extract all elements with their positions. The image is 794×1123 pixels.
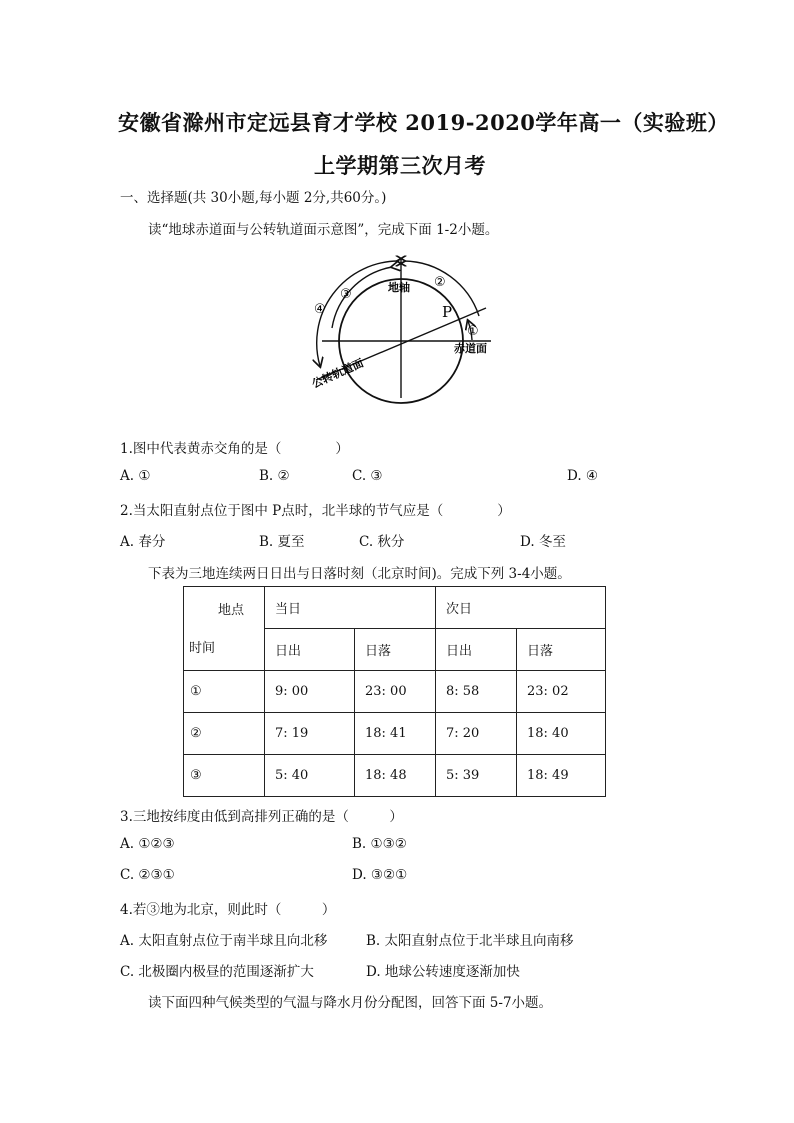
table-row	[184, 755, 606, 797]
table-cell: 5: 39	[436, 755, 517, 797]
table-row	[184, 671, 606, 713]
q3-option-c[interactable]: C. ②③①	[120, 867, 175, 883]
question-3-stem: 3.三地按纬度由低到高排列正确的是（ ）	[120, 809, 403, 825]
corner-place-label: 地点	[218, 603, 245, 618]
earth-orbit-diagram	[296, 248, 506, 408]
question-1-stem: 1.图中代表黄赤交角的是（ ）	[120, 441, 349, 457]
q1-option-d[interactable]: D. ④	[567, 468, 599, 484]
header-day1: 当日	[265, 587, 436, 629]
table-cell: 18: 41	[355, 713, 436, 755]
equator-label: 赤道面	[454, 342, 487, 355]
sunrise-sunset-table	[183, 586, 606, 797]
q4-option-a[interactable]: A. 太阳直射点位于南半球且向北移	[120, 933, 328, 949]
row-place: ③	[184, 755, 265, 797]
q3-option-b[interactable]: B. ①③②	[352, 836, 407, 852]
table-cell: 23: 00	[355, 671, 436, 713]
subheader-cell: 日落	[355, 629, 436, 671]
q1-option-a[interactable]: A. ①	[120, 468, 151, 484]
table-cell: 9: 00	[265, 671, 355, 713]
q4-option-b[interactable]: B. 太阳直射点位于北半球且向南移	[366, 933, 574, 949]
q1-option-c[interactable]: C. ③	[352, 468, 383, 484]
table-cell: 18: 49	[517, 755, 606, 797]
table-cell: 7: 20	[436, 713, 517, 755]
table-row	[184, 713, 606, 755]
q2-option-d[interactable]: D. 冬至	[520, 534, 566, 550]
table-cell: 5: 40	[265, 755, 355, 797]
mark-3: ③	[340, 287, 352, 302]
table-corner-cell	[184, 587, 265, 671]
q2-option-c[interactable]: C. 秋分	[359, 534, 405, 550]
q2-option-a[interactable]: A. 春分	[120, 534, 166, 550]
intro-q1-2: 读“地球赤道面与公转轨道面示意图”，完成下面 1-2小题。	[148, 222, 499, 238]
subheader-cell: 日出	[436, 629, 517, 671]
question-2-stem: 2.当太阳直射点位于图中 P点时，北半球的节气应是（ ）	[120, 503, 511, 519]
orbit-label: 公转轨道面	[309, 356, 366, 391]
intro-q5-7: 读下面四种气候类型的气温与降水月份分配图，回答下面 5-7小题。	[148, 995, 553, 1011]
table-cell: 23: 02	[517, 671, 606, 713]
q4-option-d[interactable]: D. 地球公转速度逐渐加快	[366, 964, 520, 980]
mark-2: ②	[434, 275, 446, 290]
q1-option-b[interactable]: B. ②	[259, 468, 290, 484]
mark-4: ④	[314, 302, 326, 317]
row-place: ②	[184, 713, 265, 755]
subheader-cell: 日出	[265, 629, 355, 671]
corner-time-label: 时间	[189, 641, 216, 656]
axis-label: 地轴	[388, 281, 410, 294]
header-day2: 次日	[436, 587, 606, 629]
q3-option-d[interactable]: D. ③②①	[352, 867, 408, 883]
q3-option-a[interactable]: A. ①②③	[120, 836, 175, 852]
q4-option-c[interactable]: C. 北极圈内极昼的范围逐渐扩大	[120, 964, 314, 980]
intro-q3-4: 下表为三地连续两日日出与日落时刻（北京时间)。完成下列 3-4小题。	[148, 566, 571, 582]
mark-1: ①	[467, 324, 479, 339]
question-4-stem: 4.若③地为北京，则此时（ ）	[120, 902, 336, 918]
page-title-line1: 安徽省滁州市定远县育才学校 2019-2020学年高一（实验班）	[118, 110, 729, 135]
table-cell: 8: 58	[436, 671, 517, 713]
page-title-line2: 上学期第三次月考	[314, 153, 486, 178]
section-heading: 一、选择题(共 30小题,每小题 2分,共60分。)	[120, 190, 387, 206]
q2-option-b[interactable]: B. 夏至	[259, 534, 305, 550]
p-label: P	[442, 303, 453, 321]
table-cell: 18: 48	[355, 755, 436, 797]
row-place: ①	[184, 671, 265, 713]
table-cell: 7: 19	[265, 713, 355, 755]
table-cell: 18: 40	[517, 713, 606, 755]
subheader-cell: 日落	[517, 629, 606, 671]
